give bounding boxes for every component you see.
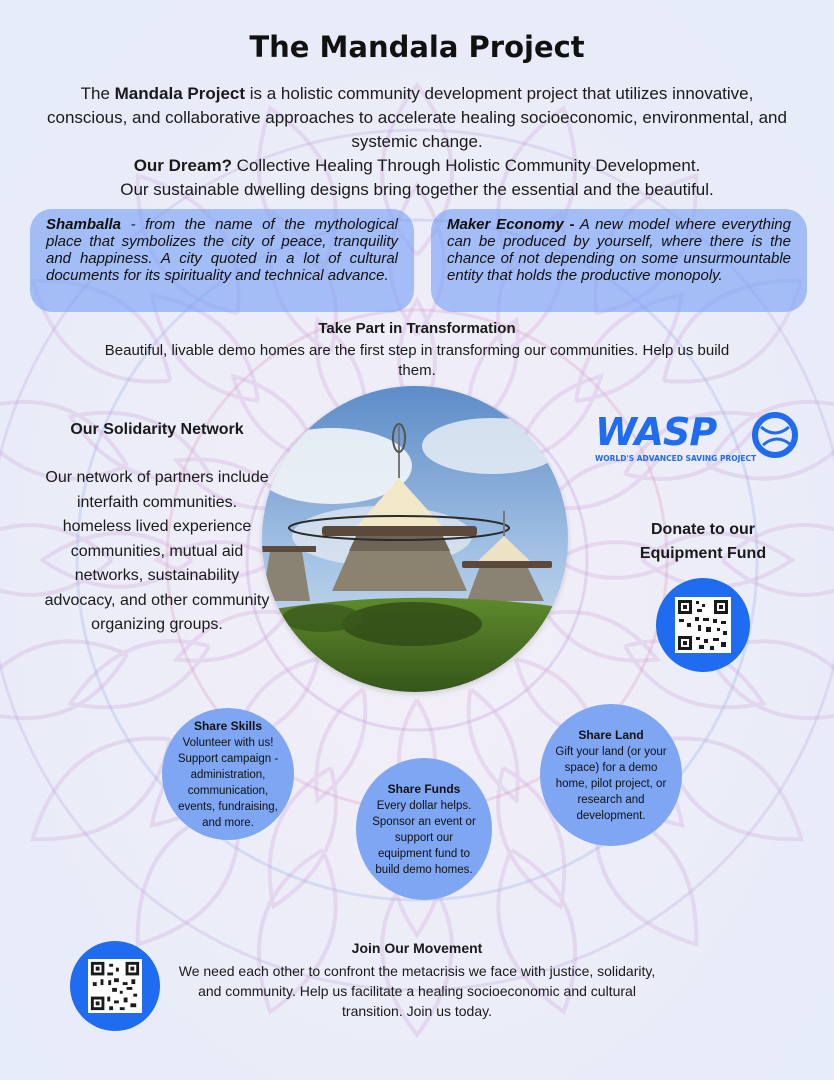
share-land-bubble[interactable] [540, 704, 682, 846]
solidarity-text: Our network of partners include interfaith communities. homeless lived experience communities, mutual aid networks, sustainability advocacy, and other community organizing groups. [44, 469, 270, 633]
share-funds-bubble[interactable] [356, 758, 492, 900]
donate-qr-button[interactable] [656, 578, 750, 672]
qr-code-icon [675, 597, 731, 653]
demo-homes-photo [262, 386, 568, 692]
share-land-text: Gift your land (or your space) for a demo home, pilot project, or research and development. [555, 745, 667, 822]
share-skills-title: Share Skills [193, 718, 263, 733]
share-funds-text: Every dollar helps. Sponsor an event or support our equipment fund to build demo homes. [372, 799, 476, 876]
share-funds-title: Share Funds [387, 781, 461, 796]
join-qr-button[interactable] [70, 941, 160, 1031]
svg-text:WASP: WASP [595, 410, 717, 454]
shamballa-card: Shamballa - from the name of the mythological place that symbolizes the city of peace, tranquility and happiness. A city quoted in a lot of cultural documents for its spirituality and technical advance. [30, 209, 414, 312]
join-text: We need each other to confront the metacrisis we face with justice, solidarity, and community. Help us facilitate a healing socioeconomic and cultural transition. Join us today. [178, 963, 656, 1019]
transform-title: Take Part in Transformation [318, 320, 516, 337]
donate-title: Donate to our Equipment Fund [639, 521, 767, 562]
share-skills-text: Volunteer with us! Support campaign - administration, communication, events, fundraising, and more. [177, 736, 279, 829]
intro-designs: Our sustainable dwelling designs bring together the essential and the beautiful. [120, 180, 714, 199]
share-skills-bubble[interactable] [162, 708, 294, 840]
share-land-title: Share Land [578, 727, 644, 742]
solidarity-title: Our Solidarity Network [70, 421, 244, 438]
wasp-logo[interactable] [595, 407, 805, 467]
svg-text:WORLD'S ADVANCED SAVING PROJEC: WORLD'S ADVANCED SAVING PROJECT [595, 454, 757, 463]
transform-text: Beautiful, livable demo homes are the first step in transforming our communities. Help us build them. [104, 342, 730, 379]
join-title: Join Our Movement [351, 940, 483, 956]
intro-section [40, 82, 794, 202]
intro-description: The Mandala Project is a holistic community development project that utilizes innovative, conscious, and collaborative approaches to accelerate healing socioeconomic, environmental, and systemic change. [47, 84, 787, 151]
maker-economy-card: Maker Economy - A new model where everything can be produced by yourself, where there is the chance of not depending on some unsurmountable entity that holds the productive monopoly. [431, 209, 807, 312]
intro-dream: Our Dream? Collective Healing Through Holistic Community Development. [133, 156, 701, 175]
page-title: The Mandala Project [249, 30, 585, 64]
qr-code-icon [88, 959, 142, 1013]
